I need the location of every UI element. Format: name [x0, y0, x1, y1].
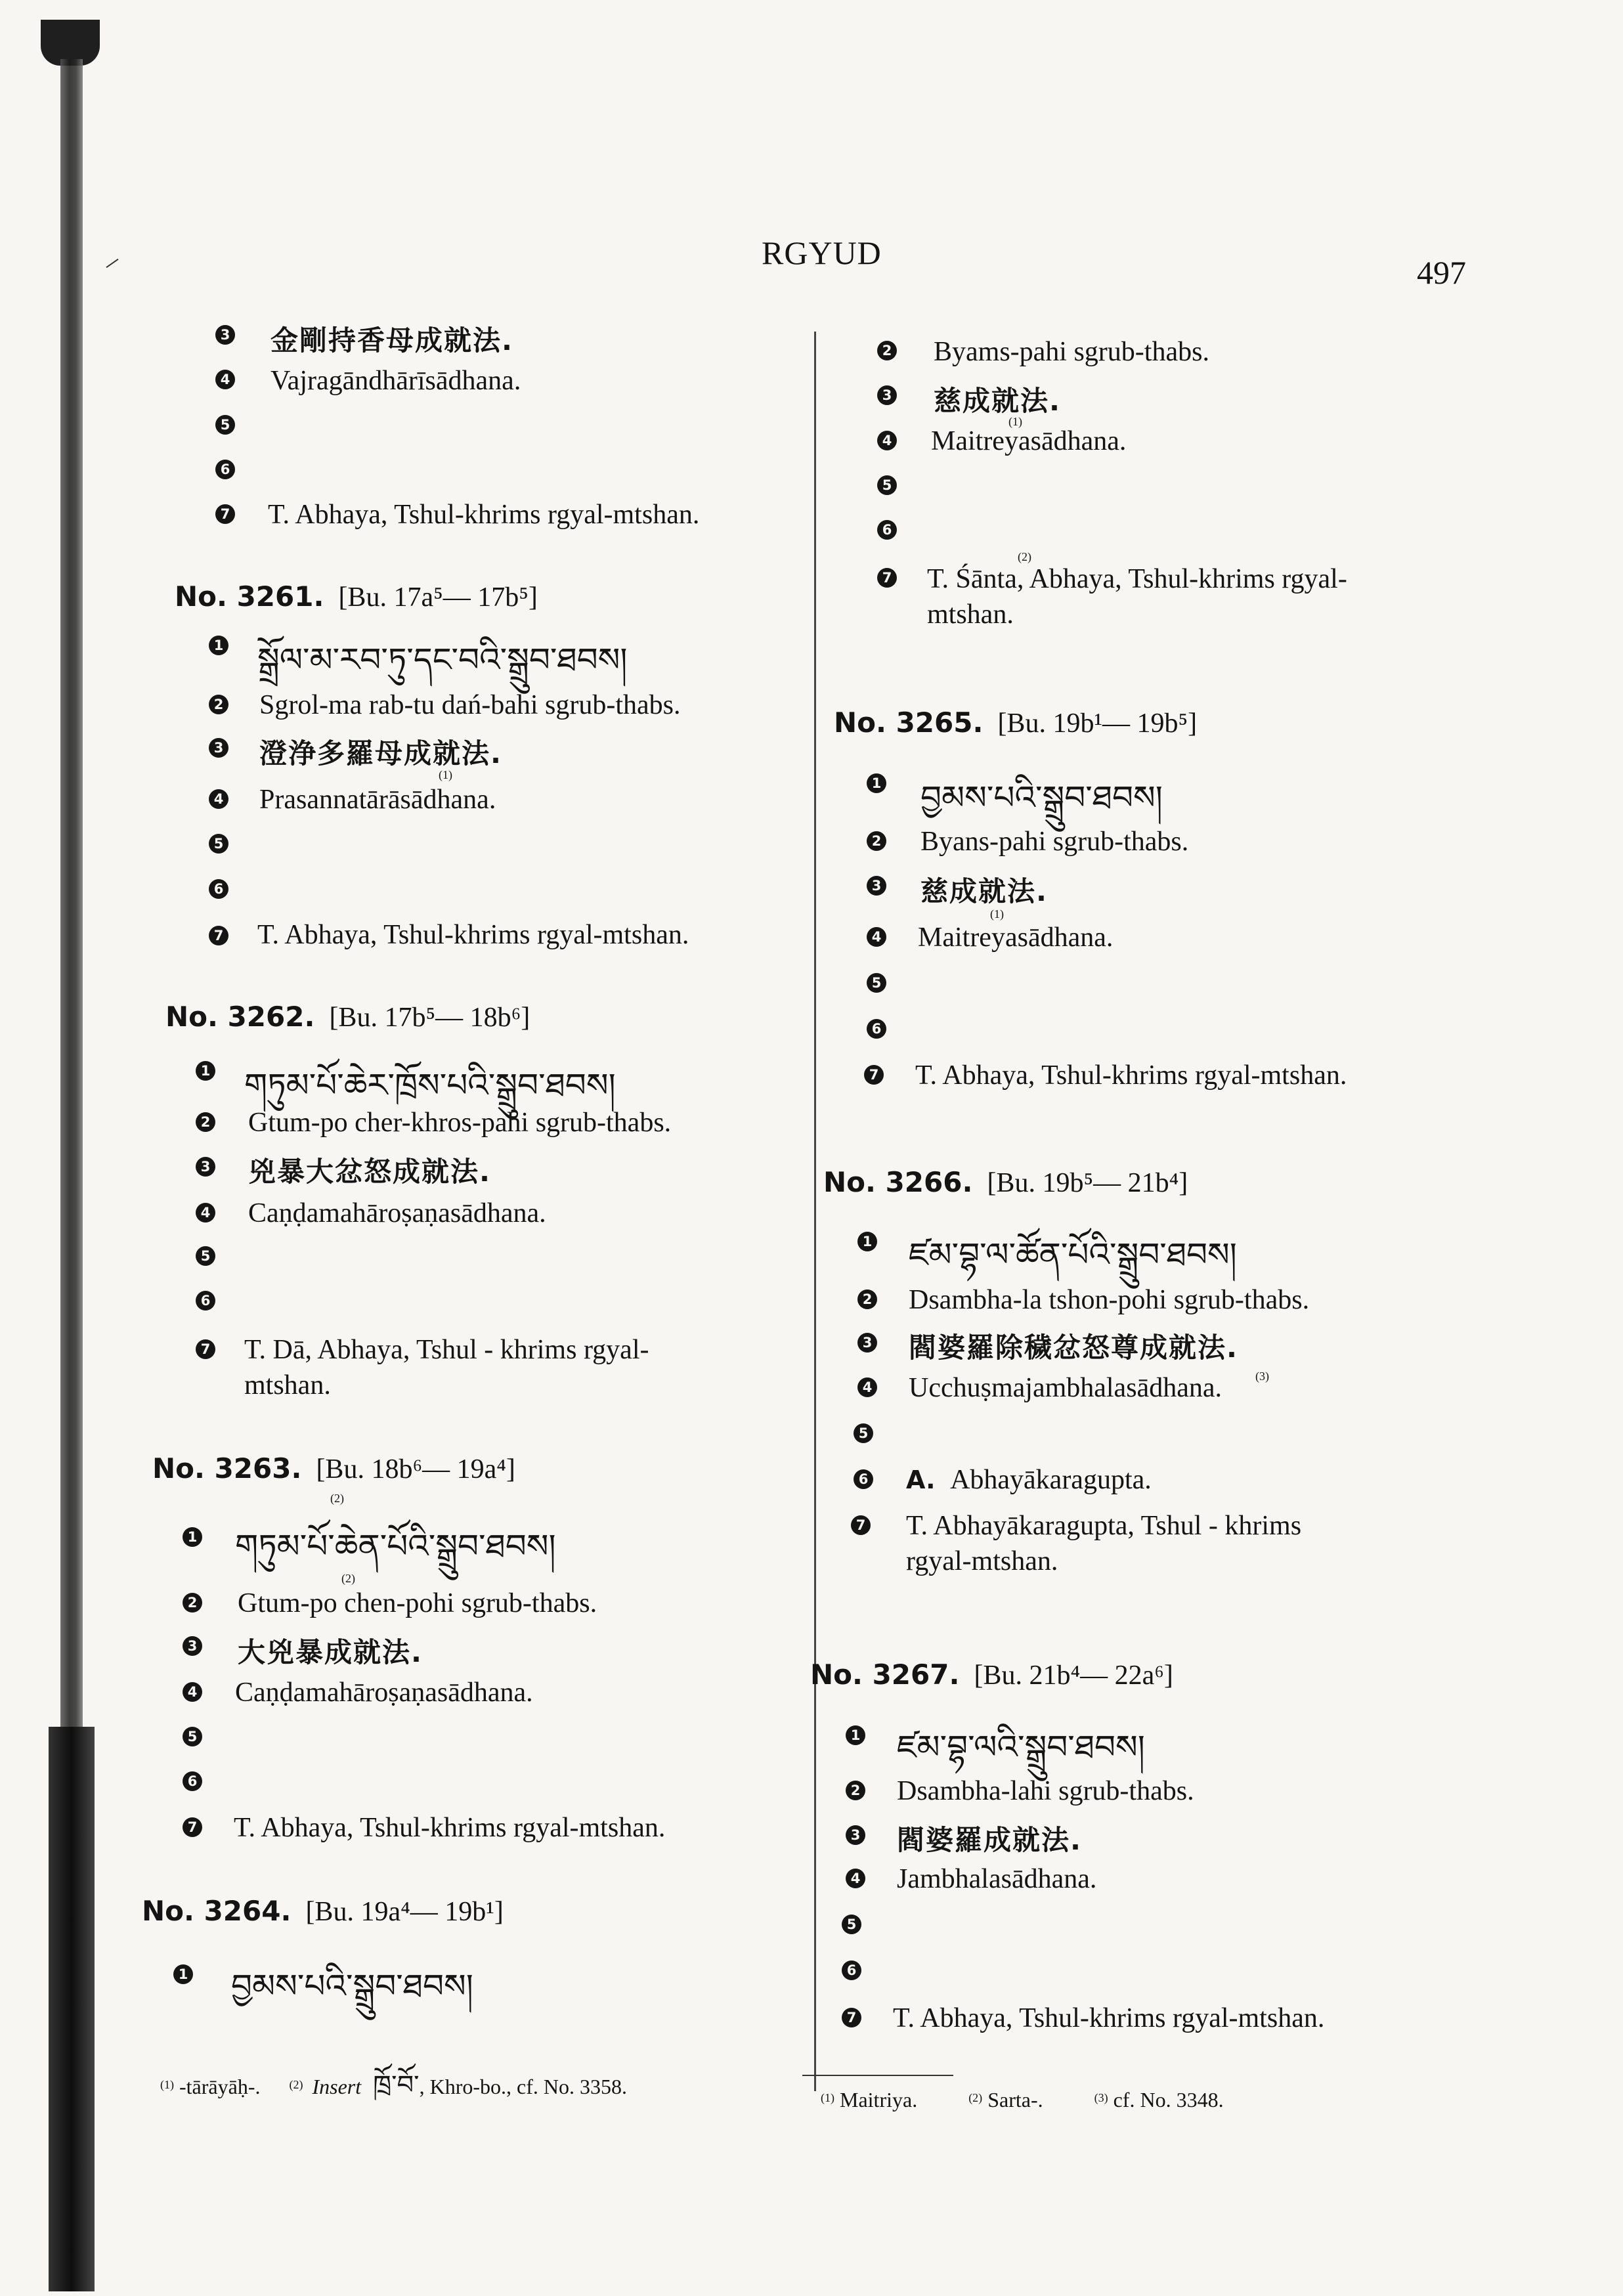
column-divider	[814, 332, 816, 2091]
translators	[244, 1334, 649, 1366]
translators-continued: mtshan.	[244, 1370, 331, 1400]
field-bullet-7: 7	[209, 926, 228, 945]
spine-base	[49, 1727, 95, 2291]
translators	[234, 1812, 665, 1844]
entry-heading	[834, 706, 1197, 739]
field-bullet-5: 5	[215, 415, 235, 435]
chinese-title: 閻婆羅除穢忿怒尊成就法.	[909, 1332, 1238, 1364]
translator-names: Abhaya, Tshul-khrims rgyal-mtshan.	[295, 500, 700, 530]
field-bullet-6: 6	[209, 879, 228, 899]
field-bullet-5: 5	[877, 475, 897, 495]
field-bullet-5: 5	[867, 973, 886, 993]
field-bullet-4: 4	[209, 789, 228, 809]
footnotes-right	[821, 2088, 1224, 2112]
footnote-mark: (1)	[821, 2091, 834, 2104]
entry-heading	[175, 580, 538, 613]
translators	[893, 2003, 1324, 2034]
chinese-title: 慈成就法.	[920, 875, 1048, 907]
field-bullet-6: 6	[215, 460, 235, 479]
footnote-mark: (2)	[341, 1572, 355, 1585]
field-bullet-2: 2	[183, 1593, 202, 1613]
footnote-mark: (2)	[968, 2091, 983, 2104]
translator-names: Abhayākaragupta, Tshul - khrims	[933, 1511, 1302, 1541]
tibetan-title: ཛམ་བྷ་ལ་ཚོན་པོའི་སྒྲུབ་ཐབས།	[909, 1236, 1237, 1274]
sanskrit-title: Caṇḍamahāroṣaṇasādhana.	[235, 1678, 533, 1708]
translators-continued: mtshan.	[927, 599, 1014, 630]
field-bullet-2: 2	[877, 341, 897, 360]
entry-reference: [Bu. 17a⁵— 17b⁵]	[338, 582, 538, 613]
translator-names: Abhaya, Tshul-khrims rgyal-mtshan.	[261, 1813, 666, 1843]
field-bullet-6: 6	[877, 520, 897, 540]
entry-reference: [Bu. 18b⁶— 19a⁴]	[316, 1454, 515, 1484]
translator-label: T.	[257, 920, 280, 950]
sanskrit-title: Jambhalasādhana.	[897, 1864, 1097, 1894]
field-bullet-3: 3	[183, 1636, 202, 1656]
translator-label: T.	[906, 1511, 928, 1541]
field-bullet-4: 4	[183, 1682, 202, 1702]
field-bullet-7: 7	[877, 568, 897, 588]
entry-reference: [Bu. 19b¹— 19b⁵]	[997, 708, 1198, 739]
chinese-title: 大兇暴成就法.	[238, 1636, 423, 1668]
entry-heading	[165, 1001, 530, 1033]
field-bullet-1: 1	[867, 773, 886, 793]
chinese-title: 閻婆羅成就法.	[897, 1824, 1082, 1856]
tibetan-title: གཏུམ་པོ་ཆེར་ཁྲོས་པའི་སྒྲུབ་ཐབས།	[244, 1066, 616, 1104]
transliteration: Byams-pahi sgrub-thabs.	[934, 337, 1209, 367]
entry-number: No. 3261.	[175, 580, 324, 613]
entry-number: No. 3263.	[152, 1452, 302, 1484]
field-bullet-3: 3	[846, 1825, 865, 1845]
transliteration: Dsambha-lahi sgrub-thabs.	[897, 1776, 1194, 1806]
footnote-mark: (1)	[990, 907, 1004, 921]
sanskrit-title: Maitreyasādhana.	[931, 426, 1127, 456]
tibetan-title: བྱམས་པའི་སྒྲུབ་ཐབས།	[231, 1967, 473, 2005]
entry-heading	[142, 1895, 504, 1928]
running-header: RGYUD	[762, 234, 882, 271]
translator-names: Abhaya, Tshul-khrims rgyal-mtshan.	[920, 2003, 1325, 2033]
footnote-mark: (2)	[330, 1492, 344, 1505]
transliteration: Sgrol-ma rab-tu dań-bahi sgrub-thabs.	[259, 690, 681, 720]
translator-label: T.	[915, 1060, 938, 1091]
field-bullet-2: 2	[857, 1289, 877, 1309]
translator-label: T.	[268, 500, 290, 530]
entry-heading	[823, 1166, 1188, 1199]
field-bullet-5: 5	[209, 834, 228, 854]
entry-number: No. 3267.	[810, 1658, 960, 1691]
field-bullet-1: 1	[183, 1527, 202, 1547]
footnote-mark: (2)	[1018, 550, 1031, 563]
entry-number: No. 3266.	[823, 1166, 973, 1198]
footnote-mark: (2)	[289, 2078, 303, 2091]
field-bullet-5: 5	[842, 1915, 861, 1934]
field-bullet-4: 4	[846, 1869, 865, 1888]
tibetan-title: སྒྲོལ་མ་རབ་ཏུ་དང་བའི་སྒྲུབ་ཐབས།	[257, 641, 628, 679]
footnote-text: Insert	[312, 2075, 362, 2098]
translator-label: T.	[927, 564, 949, 594]
field-bullet-2: 2	[196, 1112, 215, 1132]
entry-number: No. 3265.	[834, 706, 984, 739]
field-bullet-4: 4	[857, 1377, 877, 1397]
footnote-rule	[802, 2075, 953, 2076]
field-bullet-5: 5	[854, 1423, 873, 1443]
translators	[906, 1510, 1301, 1542]
footnote-text: , Khro-bo., cf. No. 3358.	[419, 2075, 627, 2098]
translator-names: Śānta, Abhaya, Tshul-khrims rgyal-	[955, 564, 1347, 594]
chinese-title: 慈成就法.	[934, 385, 1061, 417]
field-bullet-3: 3	[857, 1333, 877, 1353]
field-bullet-1: 1	[196, 1061, 215, 1081]
transliteration: Byans-pahi sgrub-thabs.	[920, 827, 1189, 857]
translator-names: Abhaya, Tshul-khrims rgyal-mtshan.	[942, 1060, 1347, 1091]
field-bullet-6: 6	[842, 1960, 861, 1980]
entry-reference: [Bu. 19b⁵— 21b⁴]	[987, 1168, 1188, 1198]
chinese-title: 兇暴大忿怒成就法.	[248, 1156, 491, 1188]
field-bullet-3: 3	[877, 385, 897, 405]
translator-label: T.	[244, 1335, 267, 1365]
field-bullet-5: 5	[183, 1727, 202, 1746]
transliteration: Gtum-po cher-khros-pahi sgrub-thabs.	[248, 1108, 672, 1138]
translators	[927, 563, 1347, 595]
field-bullet-4: 4	[196, 1203, 215, 1223]
field-bullet-7: 7	[842, 2008, 861, 2027]
chinese-title: 金剛持香母成就法.	[270, 324, 513, 357]
field-bullet-4: 4	[877, 431, 897, 450]
footnote-mark: (3)	[1094, 2091, 1108, 2104]
field-bullet-7: 7	[851, 1515, 871, 1535]
author-name: Abhayākaragupta.	[950, 1465, 1152, 1495]
field-bullet-1: 1	[857, 1232, 877, 1251]
page-number: 497	[1417, 254, 1466, 291]
entry-reference: [Bu. 19a⁴— 19b¹]	[305, 1897, 504, 1927]
sanskrit-title: Vajragāndhārīsādhana.	[270, 366, 521, 396]
sanskrit-title: Caṇḍamahāroṣaṇasādhana.	[248, 1198, 546, 1228]
footnotes-left	[160, 2055, 627, 2129]
footnote-text: cf. No. 3348.	[1113, 2088, 1224, 2112]
margin-mark	[106, 259, 118, 268]
entry-heading	[810, 1658, 1173, 1691]
author	[906, 1464, 1152, 1496]
sanskrit-title: Prasannatārāsādhana.	[259, 785, 496, 815]
field-bullet-7: 7	[183, 1817, 202, 1837]
sanskrit-title: Maitreyasādhana.	[918, 922, 1114, 953]
field-bullet-3: 3	[209, 738, 228, 758]
entry-heading	[152, 1452, 515, 1485]
field-bullet-6: 6	[854, 1469, 873, 1489]
field-bullet-2: 2	[867, 831, 886, 851]
entry-number: No. 3262.	[165, 1001, 315, 1033]
translator-names: Dā, Abhaya, Tshul - khrims rgyal-	[272, 1335, 649, 1365]
field-bullet-4: 4	[215, 370, 235, 389]
translators	[268, 499, 699, 531]
translator-label: T.	[234, 1813, 256, 1843]
field-bullet-3: 3	[215, 325, 235, 345]
entry-number: No. 3264.	[142, 1895, 292, 1927]
footnote-mark: (3)	[1255, 1370, 1269, 1383]
entry-reference: [Bu. 17b⁵— 18b⁶]	[329, 1003, 530, 1033]
translator-label: T.	[893, 2003, 915, 2033]
footnote-tibetan: ཁྲོ་བོ་	[373, 2070, 420, 2100]
footnote-mark: (1)	[160, 2078, 174, 2091]
footnote-mark: (1)	[1008, 415, 1022, 428]
field-bullet-2: 2	[209, 695, 228, 714]
field-bullet-6: 6	[183, 1771, 202, 1791]
footnote-mark: (1)	[439, 768, 452, 781]
sanskrit-title: Ucchuṣmajambhalasādhana.	[909, 1373, 1222, 1403]
chinese-title: 澄浄多羅母成就法.	[259, 737, 502, 769]
translator-names: Abhaya, Tshul-khrims rgyal-mtshan.	[284, 920, 689, 950]
tibetan-title: ཛམ་བྷ་ལའི་སྒྲུབ་ཐབས།	[897, 1728, 1145, 1766]
footnote-text: Sarta-.	[987, 2088, 1043, 2112]
field-bullet-1: 1	[173, 1964, 193, 1984]
translators	[915, 1060, 1347, 1091]
tibetan-title: བྱམས་པའི་སྒྲུབ་ཐབས།	[920, 779, 1163, 817]
field-bullet-2: 2	[846, 1781, 865, 1800]
transliteration: Gtum-po chen-pohi sgrub-thabs.	[238, 1588, 597, 1618]
transliteration: Dsambha-la tshon-pohi sgrub-thabs.	[909, 1285, 1310, 1315]
binding-spine	[41, 20, 100, 2296]
field-bullet-6: 6	[867, 1019, 886, 1039]
footnote-text: -tārāyāḥ-.	[179, 2075, 261, 2098]
field-bullet-3: 3	[867, 876, 886, 896]
author-label: A.	[906, 1465, 936, 1494]
tibetan-title: གཏུམ་པོ་ཆེན་པོའི་སྒྲུབ་ཐབས།	[235, 1527, 556, 1565]
field-bullet-1: 1	[846, 1725, 865, 1745]
field-bullet-5: 5	[196, 1246, 215, 1266]
footnote-text: Maitriya.	[840, 2088, 918, 2112]
field-bullet-7: 7	[864, 1065, 884, 1085]
translators	[257, 919, 689, 951]
entry-reference: [Bu. 21b⁴— 22a⁶]	[974, 1660, 1173, 1691]
translators-continued: rgyal-mtshan.	[906, 1546, 1058, 1576]
field-bullet-7: 7	[215, 504, 235, 524]
field-bullet-3: 3	[196, 1157, 215, 1177]
field-bullet-1: 1	[209, 636, 228, 655]
field-bullet-6: 6	[196, 1291, 215, 1310]
field-bullet-4: 4	[867, 927, 886, 947]
field-bullet-7: 7	[196, 1339, 215, 1359]
